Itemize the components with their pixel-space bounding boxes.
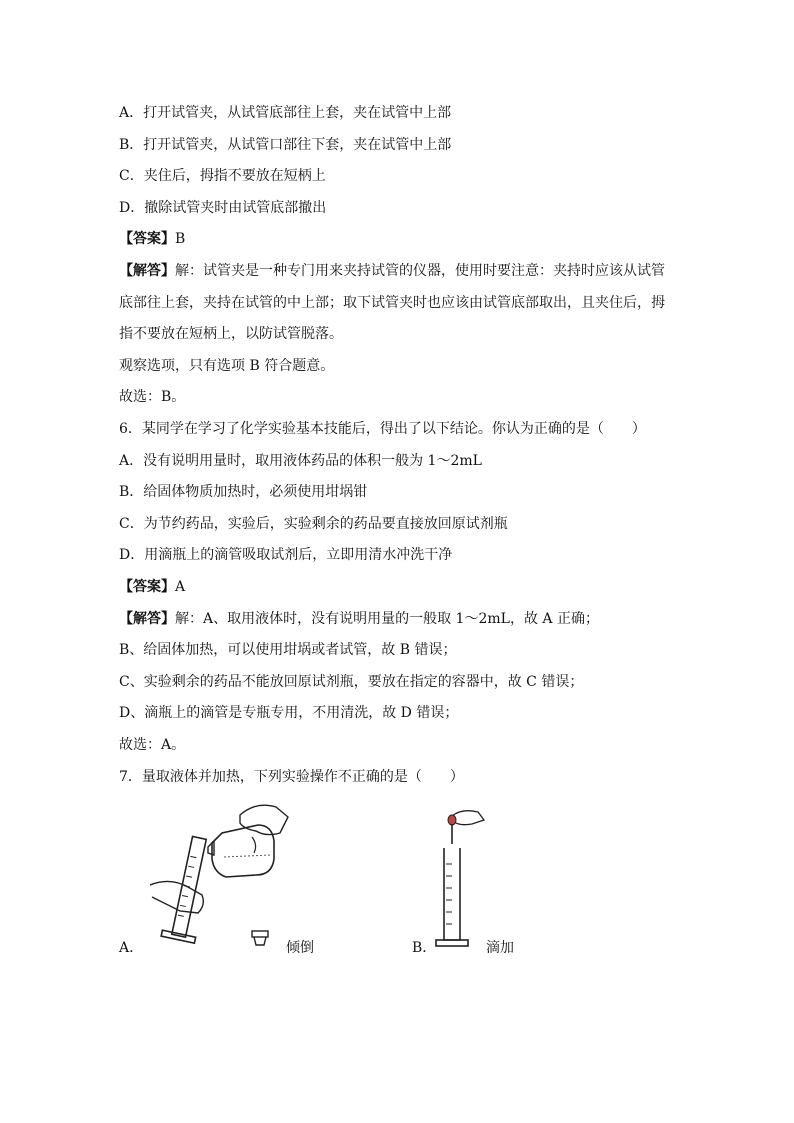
q6-analysis-line-4: D、滴瓶上的滴管是专瓶专用，不用清洗，故 D 错误； <box>119 705 459 721</box>
q5-option-c: C．夹住后，拇指不要放在短柄上 <box>119 168 326 184</box>
q5-answer <box>119 229 679 249</box>
q5-observe: 观察选项，只有选项 B 符合题意。 <box>119 358 335 374</box>
q6-answer <box>119 577 679 597</box>
analysis-tag: 【解答】 <box>119 263 175 279</box>
q7-option-a-caption: 倾倒 <box>286 940 314 956</box>
q6-option-c: C．为节约药品，实验后，实验剩余的药品要直接放回原试剂瓶 <box>119 516 508 532</box>
q6-analysis-line-3: C、实验剩余的药品不能放回原试剂瓶，要放在指定的容器中，故 C 错误； <box>119 674 584 690</box>
answer-value: B <box>175 231 186 247</box>
q6-option-a: A．没有说明用量时，取用液体药品的体积一般为 1～2mL <box>119 453 482 469</box>
analysis-tag: 【解答】 <box>119 611 175 627</box>
q6-analysis-line-1 <box>119 609 679 629</box>
q7-option-b-label: B． <box>412 940 437 956</box>
pouring-illustration <box>140 797 290 957</box>
q6-option-b: B．给固体物质加热时，必须使用坩埚钳 <box>119 484 368 500</box>
q5-analysis-line-1 <box>119 261 679 281</box>
q5-conclusion: 故选：B。 <box>119 389 186 405</box>
bottle-stopper <box>252 931 268 945</box>
q5-option-b: B．打开试管夹，从试管口部往下套，夹在试管中上部 <box>119 137 452 153</box>
graduated-cylinder-b <box>436 848 468 946</box>
answer-tag: 【答案】 <box>119 231 175 247</box>
q7-stem: 7．量取液体并加热，下列实验操作不正确的是（ ） <box>119 769 464 785</box>
hand-on-dropper-icon <box>452 811 484 825</box>
analysis-text: 解：试管夹是一种专门用来夹持试管的仪器，使用时要注意：夹持时应该从试管 <box>175 263 665 279</box>
hand-on-bottle-icon <box>240 805 288 834</box>
answer-tag: 【答案】 <box>119 579 175 595</box>
q6-analysis-line-2: B、给固体加热，可以使用坩埚或者试管，故 B 错误； <box>119 642 457 658</box>
q7-option-a-label: A． <box>119 940 144 956</box>
dropping-illustration <box>430 804 490 954</box>
q5-analysis-line-3: 指不要放在短柄上，以防试管脱落。 <box>119 326 343 342</box>
analysis-text: 解：A、取用液体时，没有说明用量的一般取 1～2mL，故 A 正确； <box>175 611 599 627</box>
q7-option-b-caption: 滴加 <box>486 940 514 956</box>
q6-option-d: D．用滴瓶上的滴管吸取试剂后，立即用清水冲洗干净 <box>119 547 453 563</box>
answer-value: A <box>175 579 186 595</box>
q5-option-a: A．打开试管夹，从试管底部往上套，夹在试管中上部 <box>119 105 452 121</box>
q6-conclusion: 故选：A。 <box>119 737 186 753</box>
q5-analysis-line-2: 底部往上套，夹持在试管的中上部；取下试管夹时也应该由试管底部取出，且夹住后，拇 <box>119 295 665 311</box>
q6-stem: 6．某同学在学习了化学实验基本技能后，得出了以下结论。你认为正确的是（ ） <box>119 421 646 437</box>
q5-option-d: D．撤除试管夹时由试管底部撤出 <box>119 200 327 216</box>
reagent-bottle <box>208 825 274 877</box>
